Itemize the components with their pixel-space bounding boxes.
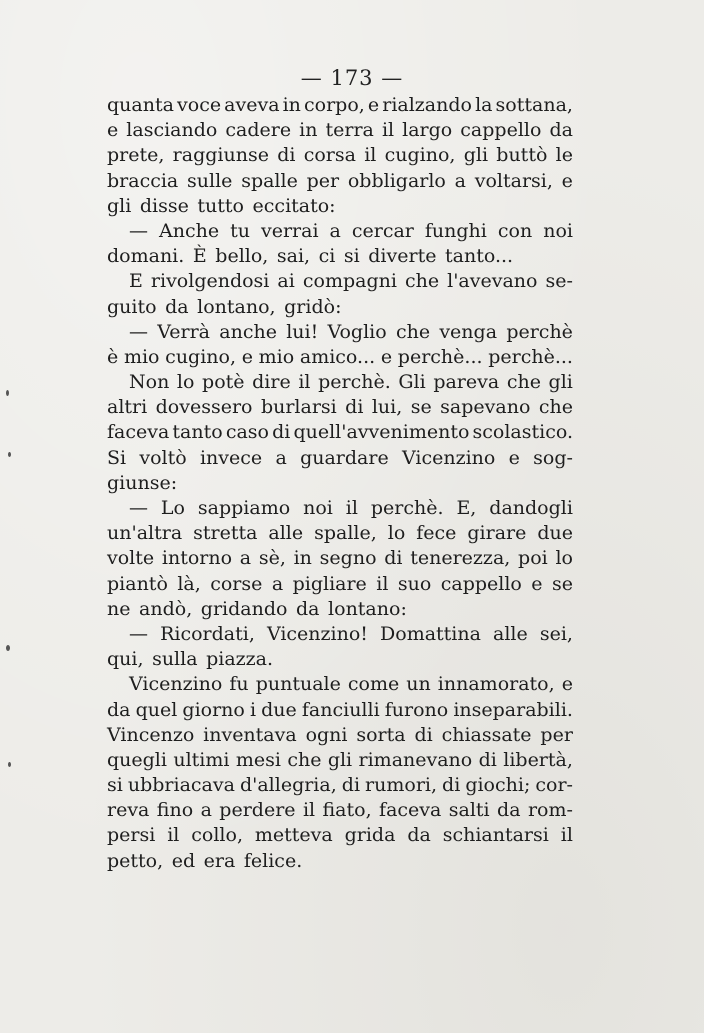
text-line: è mio cugino, e mio amico... e perchè... perchè... [107,345,573,368]
text-line: Non lo potè dire il perchè. Gli pareva che gli [129,371,573,394]
text-line: gli disse tutto eccitato: [107,194,336,217]
page-number: — 173 — [300,66,404,90]
text-line: reva fino a perdere il fiato, faceva salti da rom- [107,799,573,822]
text-line: qui, sulla piazza. [107,648,274,671]
text-line: — Lo sappiamo noi il perchè. E, dandogli [129,497,573,519]
text-line: quegli ultimi mesi che gli rimanevano di libertà, [107,748,573,771]
body-text [107,93,573,874]
text-line: persi il collo, metteva grida da schiantarsi il [107,824,573,847]
text-line: Si voltò invece a guardare Vicenzino e sog- [107,446,573,469]
text-line: piantò là, corse a pigliare il suo cappello e se [107,572,573,595]
text-line: braccia sulle spalle per obbligarlo a voltarsi, e [107,169,573,192]
text-line: E rivolgendosi ai compagni che l'avevano se- [129,270,573,293]
text-line: quanta voce aveva in corpo, e rialzando la sottana, [107,94,573,116]
text-line: si ubbriacava d'allegria, di rumori, di giochi; cor- [107,774,573,797]
text-line: — Ricordati, Vicenzino! Domattina alle sei, [129,622,573,645]
text-line: — Anche tu verrai a cercar funghi con noi [129,219,573,242]
text-line: domani. È bello, sai, ci si diverte tanto... [107,245,514,268]
text-line: un'altra stretta alle spalle, lo fece girare due [107,522,573,545]
margin-mark [6,645,10,651]
text-line: petto, ed era felice. [107,849,303,872]
text-line: Vicenzino fu puntuale come un innamorato, e [129,673,573,696]
text-line: giunse: [107,471,178,494]
text-line: prete, raggiunse di corsa il cugino, gli buttò le [107,144,573,167]
text-line: volte intorno a sè, in segno di tenerezza, poi lo [107,547,573,570]
text-line: ne andò, gridando da lontano: [107,597,407,620]
text-line: altri dovessero burlarsi di lui, se sapevano che [107,396,573,419]
margin-mark [8,762,11,767]
text-line: da quel giorno i due fanciulli furono inseparabili. [107,698,573,721]
text-line: guito da lontano, gridò: [107,295,342,318]
text-line: — Verrà anche lui! Voglio che venga perchè [129,320,573,343]
text-line: e lasciando cadere in terra il largo cappello da [107,119,573,142]
margin-mark [6,390,9,396]
text-line: Vincenzo inventava ogni sorta di chiassate per [107,723,573,746]
margin-mark [8,452,11,457]
text-line: faceva tanto caso di quell'avvenimento scolastico. [107,421,573,444]
